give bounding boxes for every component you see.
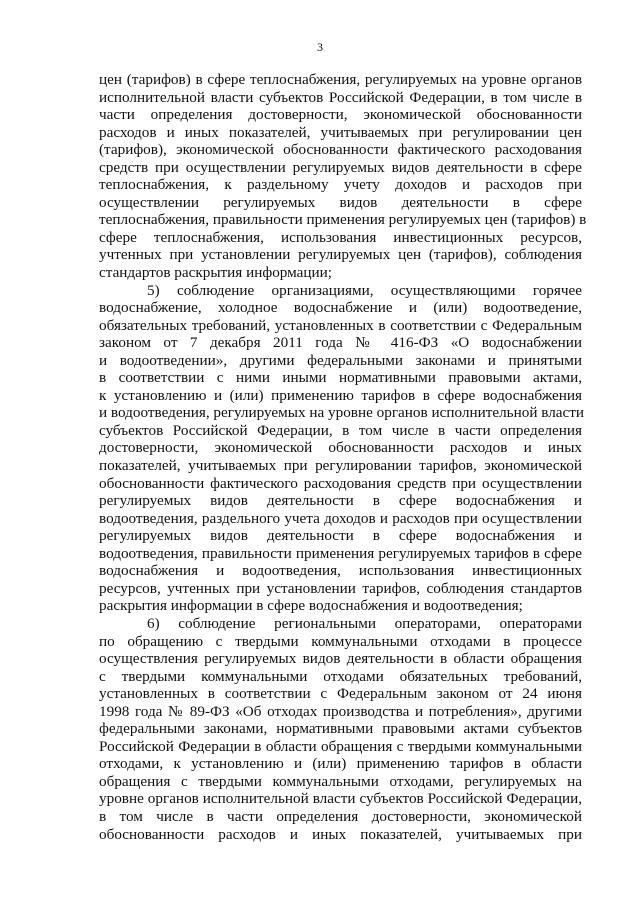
text-line: законом от 7 декабря 2011 года № 416-ФЗ «О водоснабжении xyxy=(99,334,582,352)
text-line: отходами, к установлению и (или) применению тарифов в области xyxy=(99,755,582,773)
text-line: в том числе в части определения достоверности, экономической xyxy=(99,807,582,825)
text-line: водоснабжения и водоотведения, использования инвестиционных xyxy=(99,562,582,580)
text-line: сфере теплоснабжения, использования инвестиционных ресурсов, xyxy=(99,228,582,246)
text-line: уровне органов исполнительной власти субъектов Российской Федерации, xyxy=(99,790,582,808)
text-line: с твердыми коммунальными отходами обязательных требований, xyxy=(99,667,582,685)
text-line: учтенных при установлении регулируемых цен (тарифов), соблюдения xyxy=(99,246,582,264)
text-line: показателей, учитываемых при регулировании тарифов, экономической xyxy=(99,457,582,475)
text-line: осуществления регулируемых видов деятельности в области обращения xyxy=(99,650,582,668)
text-line: исполнительной власти субъектов Российской Федерации, в том числе в xyxy=(99,88,582,106)
text-line: теплоснабжения, правильности применения регулируемых цен (тарифов) в xyxy=(99,211,587,229)
text-line: по обращению с твердыми коммунальными отходами в процессе xyxy=(99,632,582,650)
text-line: водоотведения, правильности применения регулируемых тарифов в сфере xyxy=(99,544,582,562)
text-line: обоснованности расходов и иных показателей, учитываемых при xyxy=(99,825,582,843)
paragraph-5-start: 5) соблюдение организациями, осуществляющими горячее xyxy=(147,281,582,299)
text-line: к установлению и (или) применению тарифов в сфере водоснабжения xyxy=(99,386,582,404)
text-line: обращения с твердыми коммунальными отходами, регулируемых на xyxy=(99,772,582,790)
text-line: субъектов Российской Федерации, в том числе в части определения xyxy=(99,421,582,439)
text-line: цен (тарифов) в сфере теплоснабжения, регулируемых на уровне органов xyxy=(99,71,582,88)
text-line: стандартов раскрытия информации; xyxy=(99,264,332,282)
text-line: водоотведения, раздельного учета доходов и расходов при осуществлении xyxy=(99,509,582,527)
text-line: осуществлении регулируемых видов деятельности в сфере xyxy=(99,193,582,211)
text-line: части определения достоверности, экономической обоснованности xyxy=(99,106,582,124)
text-line: регулируемых видов деятельности в сфере водоснабжения и xyxy=(99,492,582,510)
text-line: Российской Федерации в области обращения с твердыми коммунальными xyxy=(99,737,582,755)
text-line: ресурсов, учтенных при установлении тарифов, соблюдения стандартов xyxy=(99,579,582,597)
text-line: (тарифов), экономической обоснованности фактического расходования xyxy=(99,141,582,159)
text-line: 1998 года № 89-ФЗ «Об отходах производства и потребления», другими xyxy=(99,702,582,720)
body-text xyxy=(99,71,587,843)
paragraph-6-start: 6) соблюдение региональными операторами, операторами xyxy=(147,614,582,632)
text-line: установленных в соответствии с Федеральным законом от 24 июня xyxy=(99,685,582,703)
text-line: расходов и иных показателей, учитываемых при регулировании цен xyxy=(99,123,582,141)
text-line: обязательных требований, установленных в соответствии с Федеральным xyxy=(99,316,582,334)
text-line: регулируемых видов деятельности в сфере водоснабжения и xyxy=(99,527,582,545)
text-line: и водоотведении», другими федеральными законами и принятыми xyxy=(99,351,582,369)
text-line: федеральными законами, нормативными правовыми актами субъектов xyxy=(99,720,582,738)
text-line: раскрытия информации в сфере водоснабжения и водоотведения; xyxy=(99,597,523,615)
text-line: водоснабжение, холодное водоснабжение и (или) водоотведение, xyxy=(99,299,582,317)
text-line: в соответствии с ними иными нормативными правовыми актами, xyxy=(99,369,582,387)
text-line: теплоснабжения, к раздельному учету доходов и расходов при xyxy=(99,176,582,194)
text-line: и водоотведения, регулируемых на уровне органов исполнительной власти xyxy=(99,404,585,422)
page-number: 3 xyxy=(317,40,323,54)
text-line: достоверности, экономической обоснованности расходов и иных xyxy=(99,439,582,457)
text-line: средств при осуществлении регулируемых видов деятельности в сфере xyxy=(99,158,582,176)
text-line: обоснованности фактического расходования средств при осуществлении xyxy=(99,474,582,492)
